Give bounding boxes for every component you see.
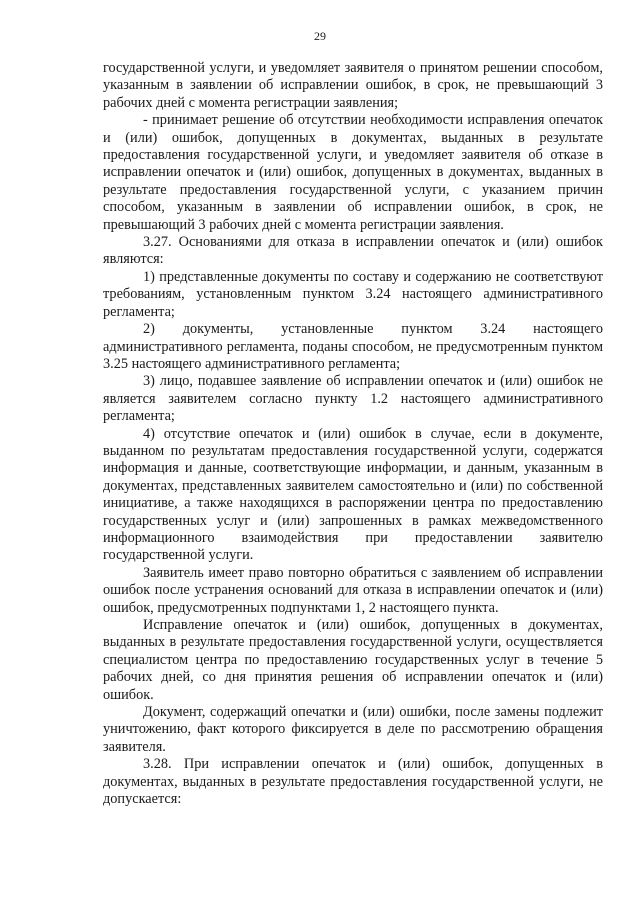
paragraph-reapply: Заявитель имеет право повторно обратиться с заявлением об исправлении ошибок после устранения оснований для отказа в исправлении опечаток и (или) ошибок, предусмотренных подпунктами 1, 2 настоящего пункта. xyxy=(103,564,603,616)
paragraph-correction-term: Исправление опечаток и (или) ошибок, допущенных в документах, выданных в результате предоставления государственной услуги, осуществляется специалистом центра по предоставлению государственных услуг в течение 5 рабочих дней, со дня принятия решения об исправлении опечаток и (или) ошибок. xyxy=(103,617,603,703)
paragraph-decision-no-correction: - принимает решение об отсутствии необходимости исправления опечаток и (или) ошибок, допущенных в документах, выданных в результате предоставления государственной услуги, и уведомляет заявителя об отказе в исправлении опечаток и (или) ошибок, допущенных в документах, выданных в результате предоставления государственной услуги, с указанием причин способом, указанным в заявлении об исправлении ошибок, в срок, не превышающий 3 рабочих дней с момента регистрации заявления. xyxy=(103,112,603,233)
paragraph-document-destruction: Документ, содержащий опечатки и (или) ошибки, после замены подлежит уничтожению, факт которого фиксируется в деле по рассмотрению обращения заявителя. xyxy=(103,704,603,755)
list-item-3: 3) лицо, подавшее заявление об исправлении опечаток и (или) ошибок не является заявителем согласно пункту 1.2 настоящего административного регламента; xyxy=(103,373,603,425)
page-number: 29 xyxy=(314,29,326,43)
paragraph-3-28-heading: 3.28. При исправлении опечаток и (или) ошибок, допущенных в документах, выданных в результате предоставления государственной услуги, не допускается: xyxy=(103,756,603,808)
document-body xyxy=(103,60,603,808)
list-item-2: 2) документы, установленные пунктом 3.24 настоящего административного регламента, поданы способом, не предусмотренным пунктом 3.25 настоящего административного регламента; xyxy=(103,321,603,372)
paragraph-continuation: государственной услуги, и уведомляет заявителя о принятом решении способом, указанным в заявлении об исправлении ошибок, в срок, не превышающий 3 рабочих дней с момента регистрации заявления; xyxy=(103,60,603,111)
list-item-1: 1) представленные документы по составу и содержанию не соответствуют требованиям, установленным пунктом 3.24 настоящего административного регламента; xyxy=(103,268,603,320)
list-item-4: 4) отсутствие опечаток и (или) ошибок в случае, если в документе, выданном по результатам предоставления государственной услуги, содержатся информация и данные, соответствующие информации, и данным, указанным в документах, представленных заявителем самостоятельно и (или) по собственной инициативе, а также находящихся в распоряжении центра по предоставлению государственных услуг и (или) запрошенных в рамках межведомственного информационного взаимодействия при предоставлении заявителю государственной услуги. xyxy=(103,425,603,564)
paragraph-3-27-heading: 3.27. Основаниями для отказа в исправлении опечаток и (или) ошибок являются: xyxy=(103,234,603,268)
